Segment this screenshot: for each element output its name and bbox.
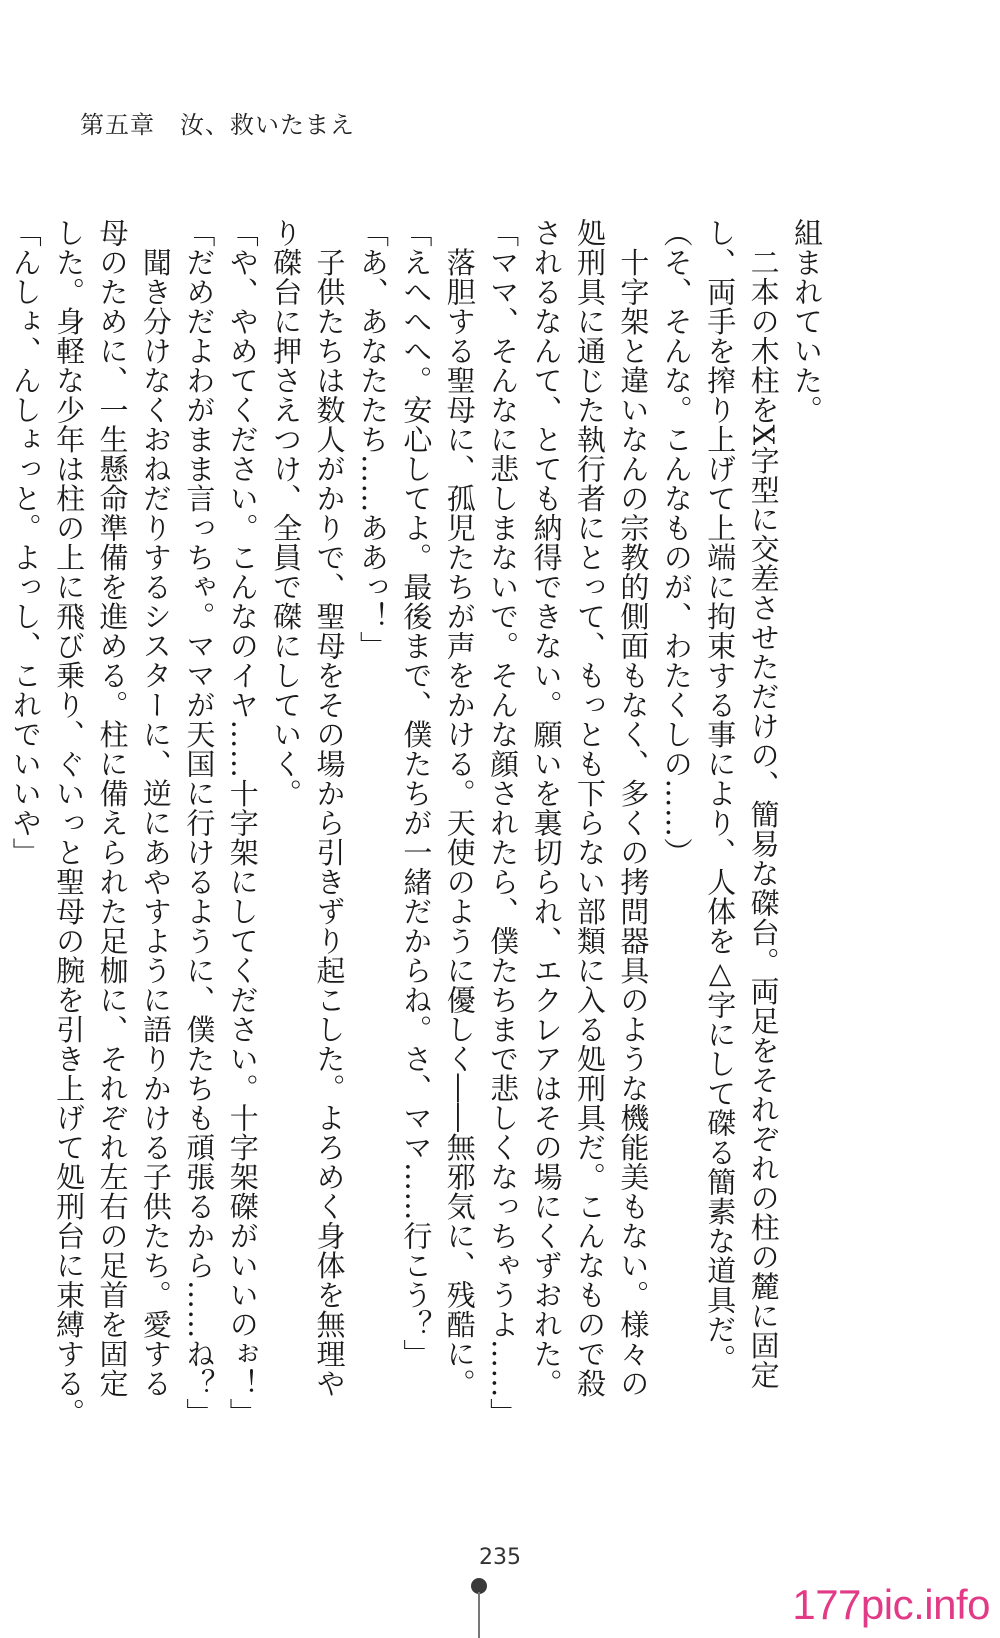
page-number: 235 (479, 1545, 521, 1570)
text-line: 十字架と違いなんの宗教的側面もなく、多くの拷問器具のような機能美もない。様々の (616, 218, 651, 1398)
text-line: 「や、やめてください。こんなのイヤ……十字架にしてください。十字架磔がいいのぉ！」 (225, 218, 260, 1428)
text-line: 子供たちは数人がかりで、聖母をその場から引きずり起こした。よろめく身体を無理や (312, 218, 347, 1398)
text-line: 処刑具に通じた執行者にとって、もっとも下らない部類に入る処刑具だ。こんなもので殺 (572, 218, 607, 1398)
text-line: 「んしょ、んしょっと。よっし、これでいいや」 (8, 218, 43, 867)
text-line: されるなんて、とても納得できない。願いを裏切られ、エクレアはその場にくずおれた。 (529, 218, 564, 1398)
body-text (3, 218, 828, 1428)
text-line: し、両手を搾り上げて上端に拘束する事により、人体を△字にして磔る簡素な道具だ。 (703, 218, 738, 1374)
text-line: 母のために、一生懸命準備を進める。柱に備えられた足枷に、それぞれ左右の足首を固定 (95, 218, 130, 1398)
text-line: 二本の木柱をX字型に交差させただけの、簡易な磔台。両足をそれぞれの柱の麓に固定 (746, 218, 781, 1390)
page-marker-icon (470, 1578, 488, 1638)
text-line: 落胆する聖母に、孤児たちが声をかける。天使のように優しく――無邪気に、残酷に。 (442, 218, 477, 1398)
text-line: 「ママ、そんなに悲しまないで。そんな顔されたら、僕たちまで悲しくなっちゃうよ……」 (486, 218, 521, 1428)
text-line: り磔台に押さえつけ、全員で磔にしていく。 (269, 218, 304, 808)
chapter-title: 第五章 汝、救いたまえ (80, 111, 355, 139)
text-line: 組まれていた。 (790, 218, 824, 425)
watermark: 177pic.info (792, 1581, 990, 1628)
text-line: 「だめだよわがまま言っちゃ。ママが天国に行けるように、僕たちも頑張るから……ね？」 (182, 218, 217, 1428)
marker-stem (478, 1592, 480, 1638)
text-line: 聞き分けなくおねだりするシスターに、逆にあやすように語りかける子供たち。愛する (138, 218, 173, 1398)
text-line: 「えへへへ。安心してよ。最後まで、僕たちが一緒だからね。さ、ママ……行こう？」 (399, 218, 434, 1369)
text-line: 「あ、あなたたち……ああっ！」 (355, 218, 390, 661)
text-line: した。身軽な少年は柱の上に飛び乗り、ぐいっと聖母の腕を引き上げて処刑台に束縛する。 (52, 218, 87, 1428)
text-line: （そ、そんな。こんなものが、わたくしの……） (659, 218, 694, 867)
